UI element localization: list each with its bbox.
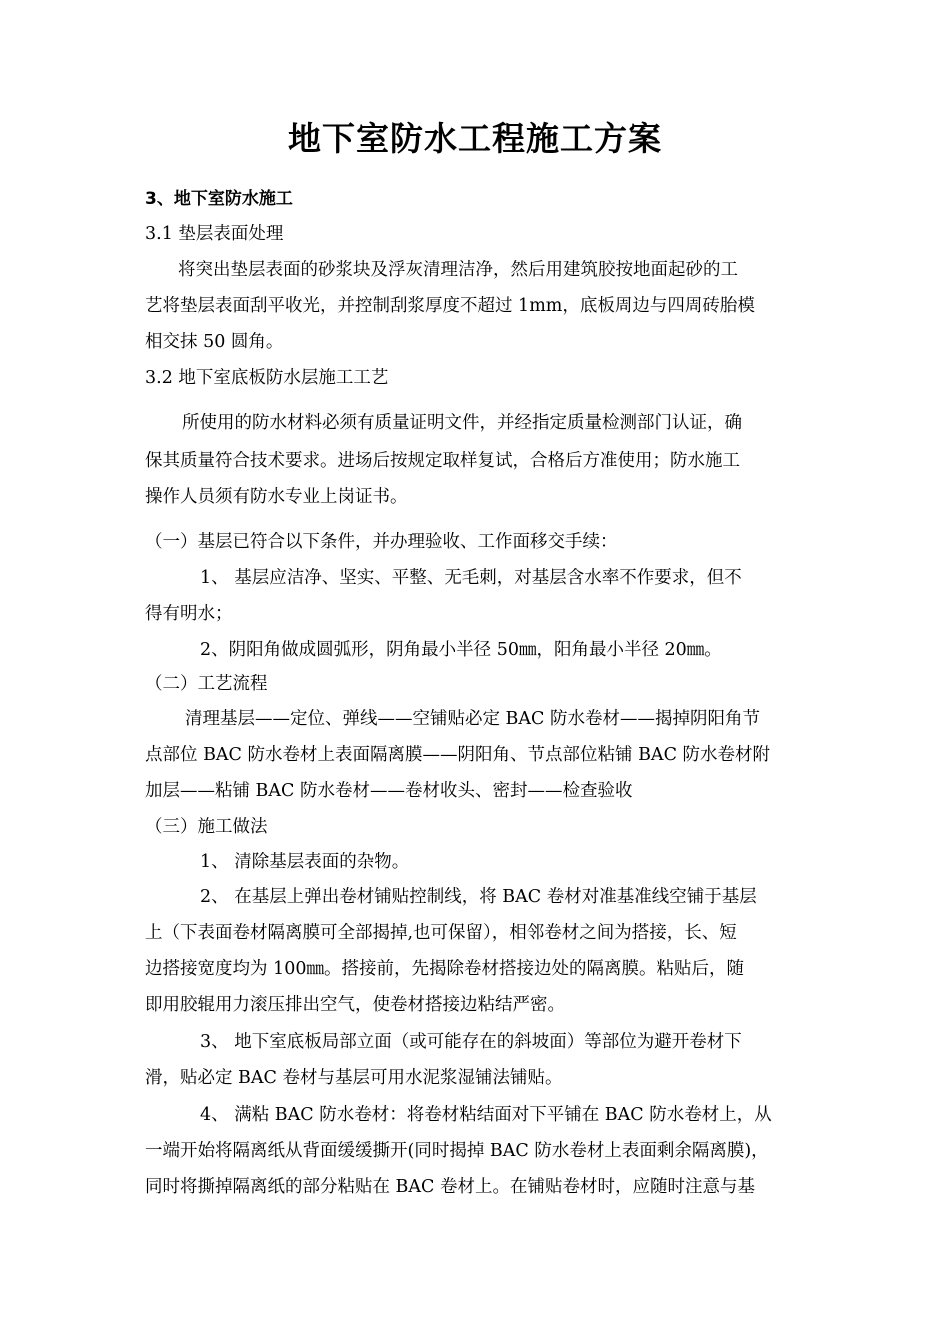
list-item: 2、阴阳角做成圆弧形，阴角最小半径 50㎜，阳角最小半径 20㎜。 — [200, 640, 722, 660]
subsection-heading: 3.2 地下室底板防水层施工工艺 — [145, 368, 389, 388]
list-item: 1、 基层应洁净、坚实、平整、无毛刺，对基层含水率不作要求，但不 — [200, 568, 742, 588]
paragraph-line: 加层——粘铺 BAC 防水卷材——卷材收头、密封——检查验收 — [145, 781, 633, 801]
list-item: 2、 在基层上弹出卷材铺贴控制线，将 BAC 卷材对准基准线空铺于基层 — [200, 887, 757, 907]
paragraph-line: 操作人员须有防水专业上岗证书。 — [145, 487, 408, 507]
paragraph-line: 将突出垫层表面的砂浆块及浮灰清理洁净，然后用建筑胶按地面起砂的工 — [178, 260, 738, 280]
paragraph-line: 即用胶辊用力滚压排出空气，使卷材搭接边粘结严密。 — [145, 995, 565, 1015]
list-heading: （二）工艺流程 — [145, 674, 268, 694]
paragraph-line: 一端开始将隔离纸从背面缓缓撕开(同时揭掉 BAC 防水卷材上表面剩余隔离膜)， — [145, 1141, 769, 1161]
paragraph-line: 得有明水； — [145, 604, 233, 624]
list-item: 3、 地下室底板局部立面（或可能存在的斜坡面）等部位为避开卷材下 — [200, 1032, 742, 1052]
paragraph-line: 滑，贴必定 BAC 卷材与基层可用水泥浆湿铺法铺贴。 — [145, 1068, 563, 1088]
paragraph-line: 相交抹 50 圆角。 — [145, 332, 284, 352]
paragraph-line: 点部位 BAC 防水卷材上表面隔离膜——阴阳角、节点部位粘铺 BAC 防水卷材附 — [145, 745, 771, 765]
list-heading: （一）基层已符合以下条件，并办理验收、工作面移交手续： — [145, 532, 618, 552]
list-item: 4、 满粘 BAC 防水卷材：将卷材粘结面对下平铺在 BAC 防水卷材上，从 — [200, 1105, 772, 1125]
section-heading: 3、地下室防水施工 — [145, 189, 293, 209]
document-title: 地下室防水工程施工方案 — [288, 119, 662, 158]
subsection-heading: 3.1 垫层表面处理 — [145, 224, 284, 244]
list-heading: （三）施工做法 — [145, 817, 268, 837]
paragraph-line: 艺将垫层表面刮平收光，并控制刮浆厚度不超过 1mm，底板周边与四周砖胎模 — [145, 296, 755, 316]
paragraph-line: 保其质量符合技术要求。进场后按规定取样复试，合格后方准使用；防水施工 — [145, 451, 740, 471]
paragraph-line: 清理基层——定位、弹线——空铺贴必定 BAC 防水卷材——揭掉阴阳角节 — [185, 709, 761, 729]
paragraph-line: 同时将撕掉隔离纸的部分粘贴在 BAC 卷材上。在铺贴卷材时，应随时注意与基 — [145, 1177, 756, 1197]
list-item: 1、 清除基层表面的杂物。 — [200, 852, 410, 872]
paragraph-line: 边搭接宽度均为 100㎜。搭接前，先揭除卷材搭接边处的隔离膜。粘贴后，随 — [145, 959, 744, 979]
paragraph-line: 所使用的防水材料必须有质量证明文件，并经指定质量检测部门认证，确 — [182, 413, 742, 433]
paragraph-line: 上（下表面卷材隔离膜可全部揭掉,也可保留），相邻卷材之间为搭接，长、短 — [145, 923, 737, 943]
